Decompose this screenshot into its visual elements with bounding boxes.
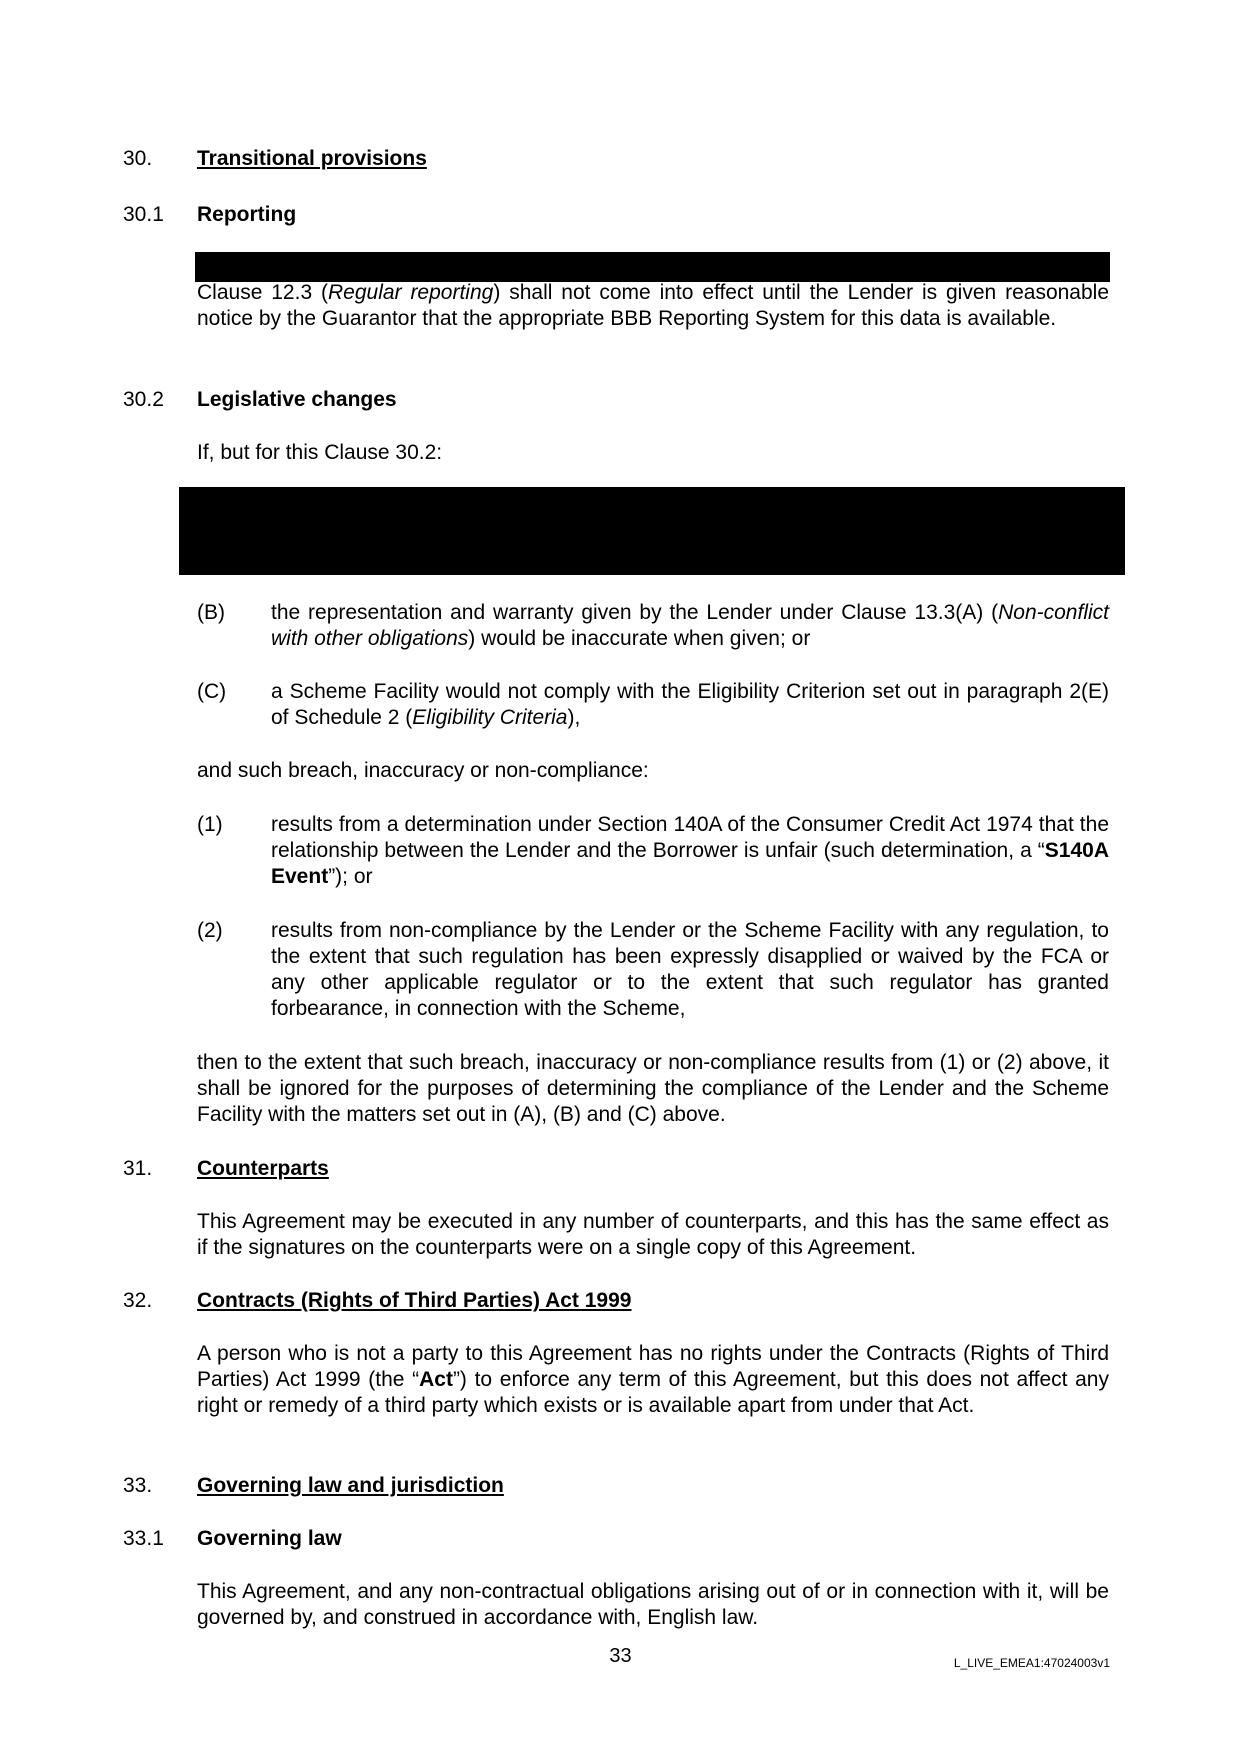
counterparts-text: This Agreement may be executed in any number of counterparts, and this has the same effect as if the signatures on the counterparts were on a single copy of this Agreement. xyxy=(197,1210,1109,1259)
item-1-text: results from a determination under Section 140A of the Consumer Credit Act 1974 that the relationship between the Lender and the Borrower is unfair (such determination, a “S140A Event”); or xyxy=(271,813,1109,888)
section-30-2-title: Legislative changes xyxy=(197,388,397,411)
item-b-marker: (B) xyxy=(197,601,225,624)
section-30-title: Transitional provisions xyxy=(197,147,427,170)
page-number: 33 xyxy=(609,1645,632,1667)
redaction-bar xyxy=(195,252,1110,282)
section-31-title: Counterparts xyxy=(197,1157,329,1180)
item-2-marker: (2) xyxy=(197,919,223,942)
reporting-paragraph: Clause 12.3 (Regular reporting) shall not come into effect until the Lender is given reasonable notice by the Guarantor that the appropriate BBB Reporting System for this data is available. xyxy=(197,281,1110,330)
governing-law-text: This Agreement, and any non-contractual obligations arising out of or in connection with it, will be governed by, and construed in accordance with, English law. xyxy=(197,1580,1109,1629)
section-30-number: 30. xyxy=(123,147,153,170)
item-1-marker: (1) xyxy=(197,813,223,836)
document-reference: L_LIVE_EMEA1:47024003v1 xyxy=(953,1656,1110,1670)
section-32-title: Contracts (Rights of Third Parties) Act 1999 xyxy=(197,1289,632,1312)
and-such-line: and such breach, inaccuracy or non-compliance: xyxy=(197,759,649,782)
section-30-1-number: 30.1 xyxy=(123,203,164,226)
section-30-2-number: 30.2 xyxy=(123,388,164,411)
section-33-title: Governing law and jurisdiction xyxy=(197,1474,504,1497)
item-2-text: results from non-compliance by the Lender or the Scheme Facility with any regulation, to the extent that such regulation has been expressly disapplied or waived by the FCA or any other applicable regulator or to the extent that such regulator has granted forbearance, in connection with the Scheme, xyxy=(271,919,1109,1020)
redaction-block xyxy=(179,487,1125,575)
item-c-text: a Scheme Facility would not comply with the Eligibility Criterion set out in paragraph 2(E) of Schedule 2 (Eligibility Criteria), xyxy=(271,680,1109,729)
item-c-marker: (C) xyxy=(197,680,227,703)
third-parties-text: A person who is not a party to this Agreement has no rights under the Contracts (Rights of Third Parties) Act 1999 (the “Act”) to enforce any term of this Agreement, but this does not affect any right or remedy of a third party which exists or is available apart from under that Act. xyxy=(197,1342,1109,1417)
item-b-text: the representation and warranty given by the Lender under Clause 13.3(A) (Non-conflict with other obligations) would be inaccurate when given; or xyxy=(271,601,1109,650)
section-33-number: 33. xyxy=(123,1474,153,1497)
section-33-1-number: 33.1 xyxy=(123,1527,164,1550)
legislative-intro: If, but for this Clause 30.2: xyxy=(197,441,443,464)
section-31-number: 31. xyxy=(123,1157,153,1180)
section-30-1-title: Reporting xyxy=(197,203,297,226)
then-paragraph: then to the extent that such breach, inaccuracy or non-compliance results from (1) or (2) above, it shall be ignored for the purposes of determining the compliance of the Lender and the Scheme Facility with the matters set out in (A), (B) and (C) above. xyxy=(197,1051,1109,1126)
section-33-1-title: Governing law xyxy=(197,1527,342,1550)
section-32-number: 32. xyxy=(123,1289,153,1312)
